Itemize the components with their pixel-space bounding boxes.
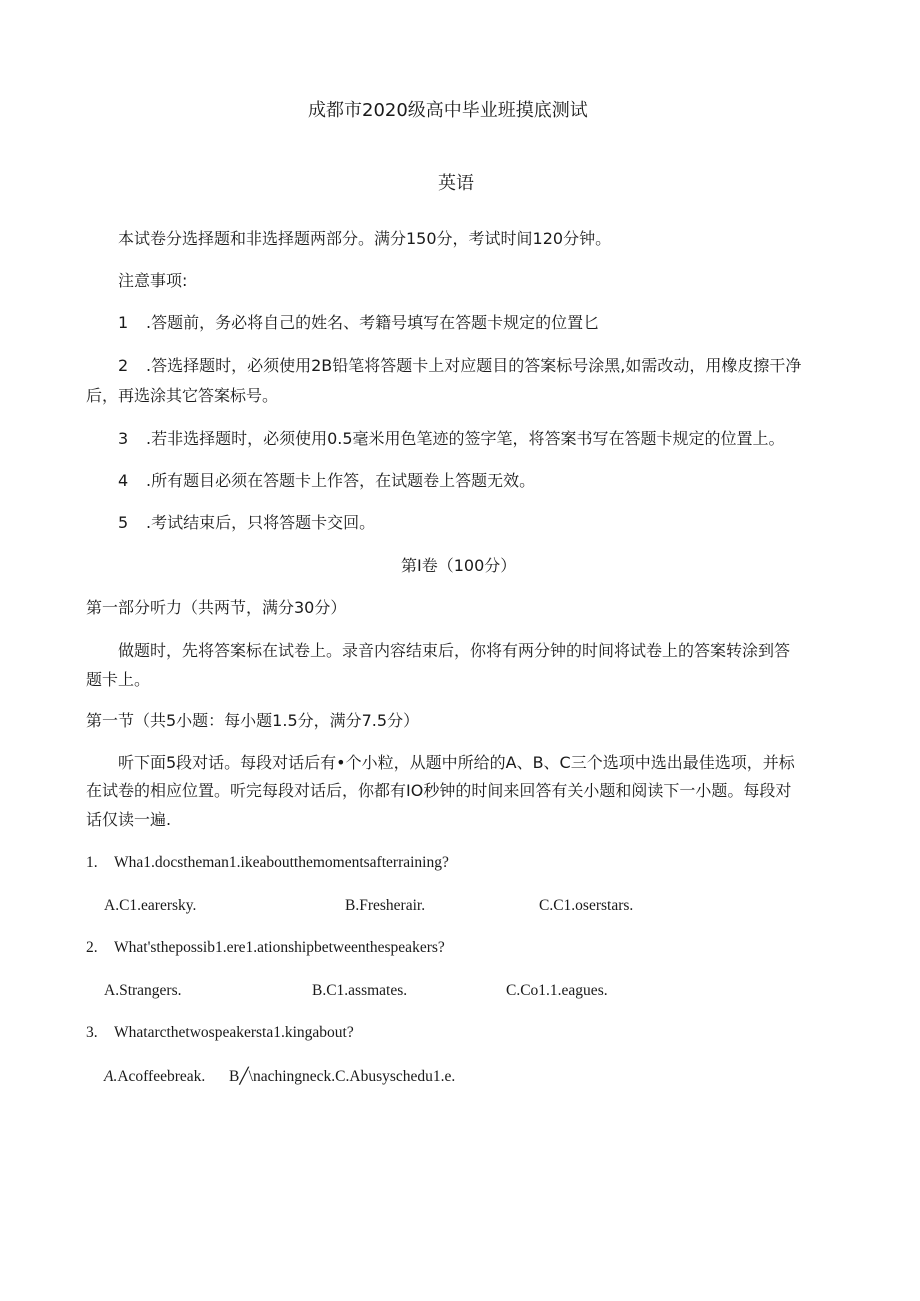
section1-desc: 听下面5段对话。每段对话后有•个小粒，从题中所给的A、B、C三个选项中选出最佳选项，并标	[118, 753, 795, 772]
section1-desc: 话仅读一遍.	[86, 810, 172, 829]
question-text: Whatarcthetwospeakersta1.kingabout?	[114, 1024, 354, 1041]
option-a: A.Strangers.	[104, 982, 182, 999]
option-a	[104, 1067, 205, 1087]
notice-number: 1	[118, 313, 129, 332]
notice-item	[118, 313, 599, 333]
notice-item	[118, 513, 375, 533]
notice-continuation: 后，再选涂其它答案标号。	[86, 386, 279, 405]
option-b: B.C1.assmates.	[312, 982, 408, 999]
notice-item	[118, 429, 785, 449]
question-text: Wha1.docstheman1.ikeaboutthemomentsafterraining?	[114, 854, 449, 871]
option-c: C.Co1.1.eagues.	[506, 982, 608, 999]
option-b: B.Fresherair.	[345, 897, 426, 914]
part1-desc: 题卡上。	[86, 670, 151, 689]
notice-number: 5	[118, 513, 129, 532]
notice-text: .考试结束后，只将答题卡交回。	[146, 513, 376, 532]
notice-number: 3	[118, 429, 129, 448]
question	[86, 938, 445, 958]
notice-heading: 注意事项:	[118, 271, 188, 290]
page-title: 成都市2020级高中毕业班摸底测试	[308, 100, 588, 121]
option-a: A.C1.earersky.	[104, 897, 197, 914]
part1-desc: 做题时，先将答案标在试卷上。录音内容结束后，你将有两分钟的时间将试卷上的答案转涂到答	[118, 641, 791, 660]
option-a-prefix: A.	[104, 1068, 118, 1085]
option-bc: B╱\nachingneck.C.Abusyschedu1.e.	[229, 1068, 456, 1085]
notice-text: .答题前，务必将自己的姓名、考籍号填写在答题卡规定的位置匕	[146, 313, 600, 332]
section1-desc: 在试卷的相应位置。听完每段对话后，你都有IO秒钟的时间来回答有关小题和阅读下一小题。每段对	[86, 781, 792, 800]
notice-text: .若非选择题时，必须使用0.5毫米用色笔迹的签字笔，将答案书写在答题卡规定的位置上。	[146, 429, 785, 448]
option-c: C.C1.oserstars.	[539, 897, 634, 914]
notice-item	[118, 471, 535, 491]
notice-text: .所有题目必须在答题卡上作答，在试题卷上答题无效。	[146, 471, 536, 490]
option-a-text: Acoffeebreak.	[117, 1068, 206, 1085]
intro-text: 本试卷分选择题和非选择题两部分。满分150分，考试时间120分钟。	[118, 229, 612, 248]
section1-heading: 第一节（共5小题：每小题1.5分，满分7.5分）	[86, 711, 420, 730]
question-text: What'sthepossib1.ere1.ationshipbetweenthespeakers?	[114, 939, 445, 956]
subject-title: 英语	[438, 173, 474, 194]
notice-item	[118, 356, 801, 376]
question-number: 2.	[86, 939, 98, 956]
volume-heading: 第I卷（100分）	[401, 556, 517, 575]
question	[86, 1023, 354, 1043]
part1-heading: 第一部分听力（共两节，满分30分）	[86, 598, 347, 617]
question-number: 1.	[86, 854, 98, 871]
notice-text: .答选择题时，必须使用2B铅笔将答题卡上对应题目的答案标号涂黑,如需改动，用橡皮擦干净	[146, 356, 802, 375]
question-number: 3.	[86, 1024, 98, 1041]
notice-number: 2	[118, 356, 129, 375]
notice-number: 4	[118, 471, 129, 490]
question	[86, 853, 449, 873]
